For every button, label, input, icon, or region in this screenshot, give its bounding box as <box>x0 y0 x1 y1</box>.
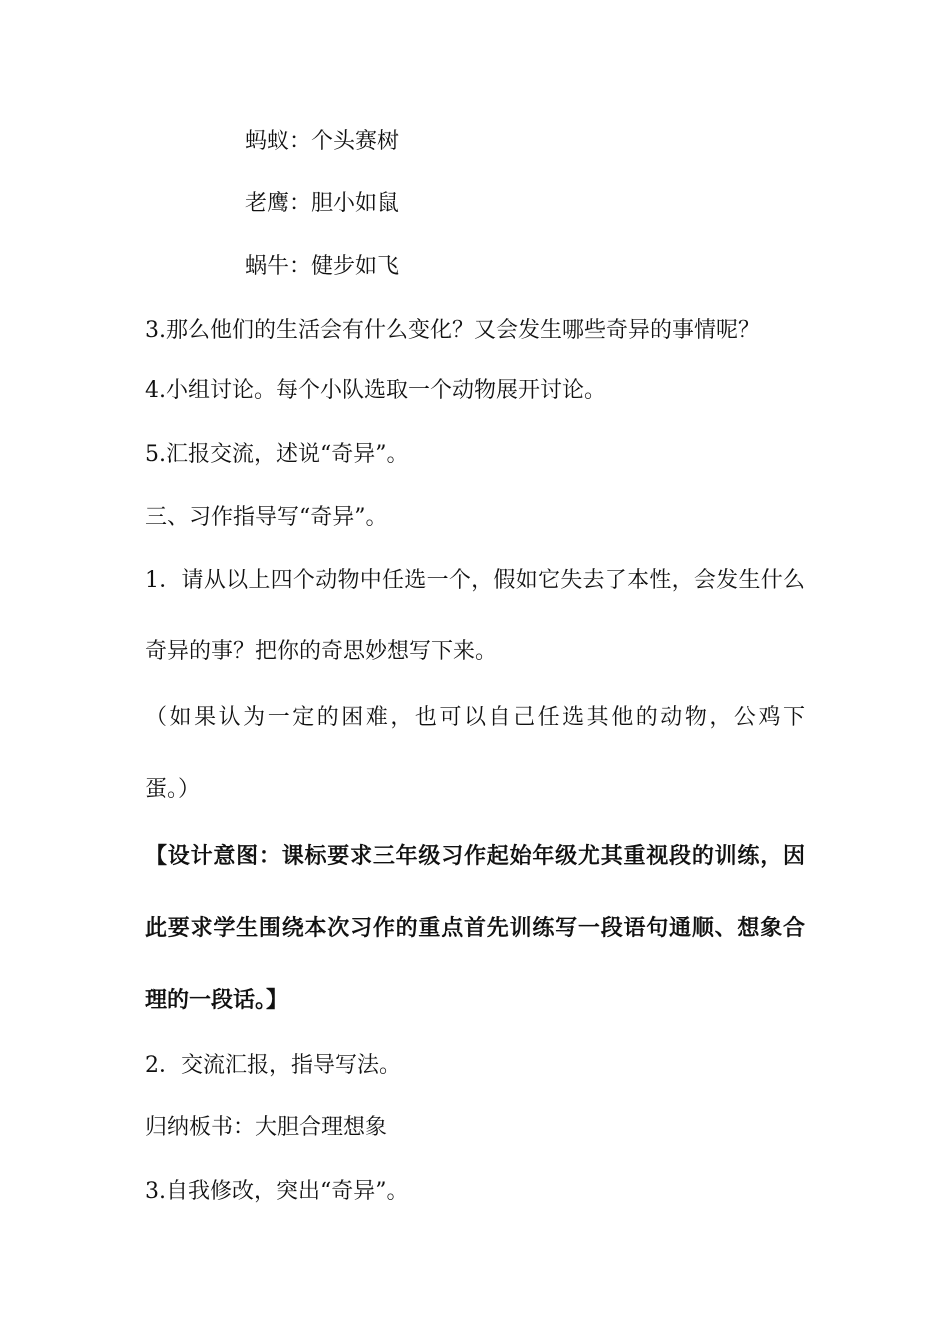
task3-self-revision: 3.自我修改，突出“奇异”。 <box>145 1179 409 1204</box>
note-line2: 蛋。） <box>145 777 201 802</box>
task1-line1: 1．请从以上四个动物中任选一个，假如它失去了本性，会发生什么 <box>145 568 805 593</box>
animal-pair-ant: 蚂蚁：个头赛树 <box>245 129 400 154</box>
section3-heading: 三、习作指导写“奇异”。 <box>145 505 388 530</box>
animal-pair-eagle: 老鹰：胆小如鼠 <box>245 191 400 216</box>
note-line1: （如果认为一定的困难，也可以自己任选其他的动物，公鸡下 <box>145 705 805 730</box>
design-intent-line2: 此要求学生围绕本次习作的重点首先训练写一段语句通顺、想象合 <box>145 915 805 941</box>
step5-report: 5.汇报交流，述说“奇异”。 <box>145 442 409 467</box>
step3-question: 3.那么他们的生活会有什么变化？又会发生哪些奇异的事情呢？ <box>145 318 760 343</box>
board-summary: 归纳板书：大胆合理想象 <box>145 1115 388 1140</box>
animal-pair-snail: 蜗牛：健步如飞 <box>245 254 400 279</box>
design-intent-line1: 【设计意图：课标要求三年级习作起始年级尤其重视段的训练，因 <box>145 843 805 869</box>
task2-report: 2．交流汇报，指导写法。 <box>145 1053 401 1078</box>
step4-group-discussion: 4.小组讨论。每个小队选取一个动物展开讨论。 <box>145 378 606 403</box>
task1-line2: 奇异的事？把你的奇思妙想写下来。 <box>145 639 498 664</box>
design-intent-line3: 理的一段话。】 <box>145 987 289 1013</box>
